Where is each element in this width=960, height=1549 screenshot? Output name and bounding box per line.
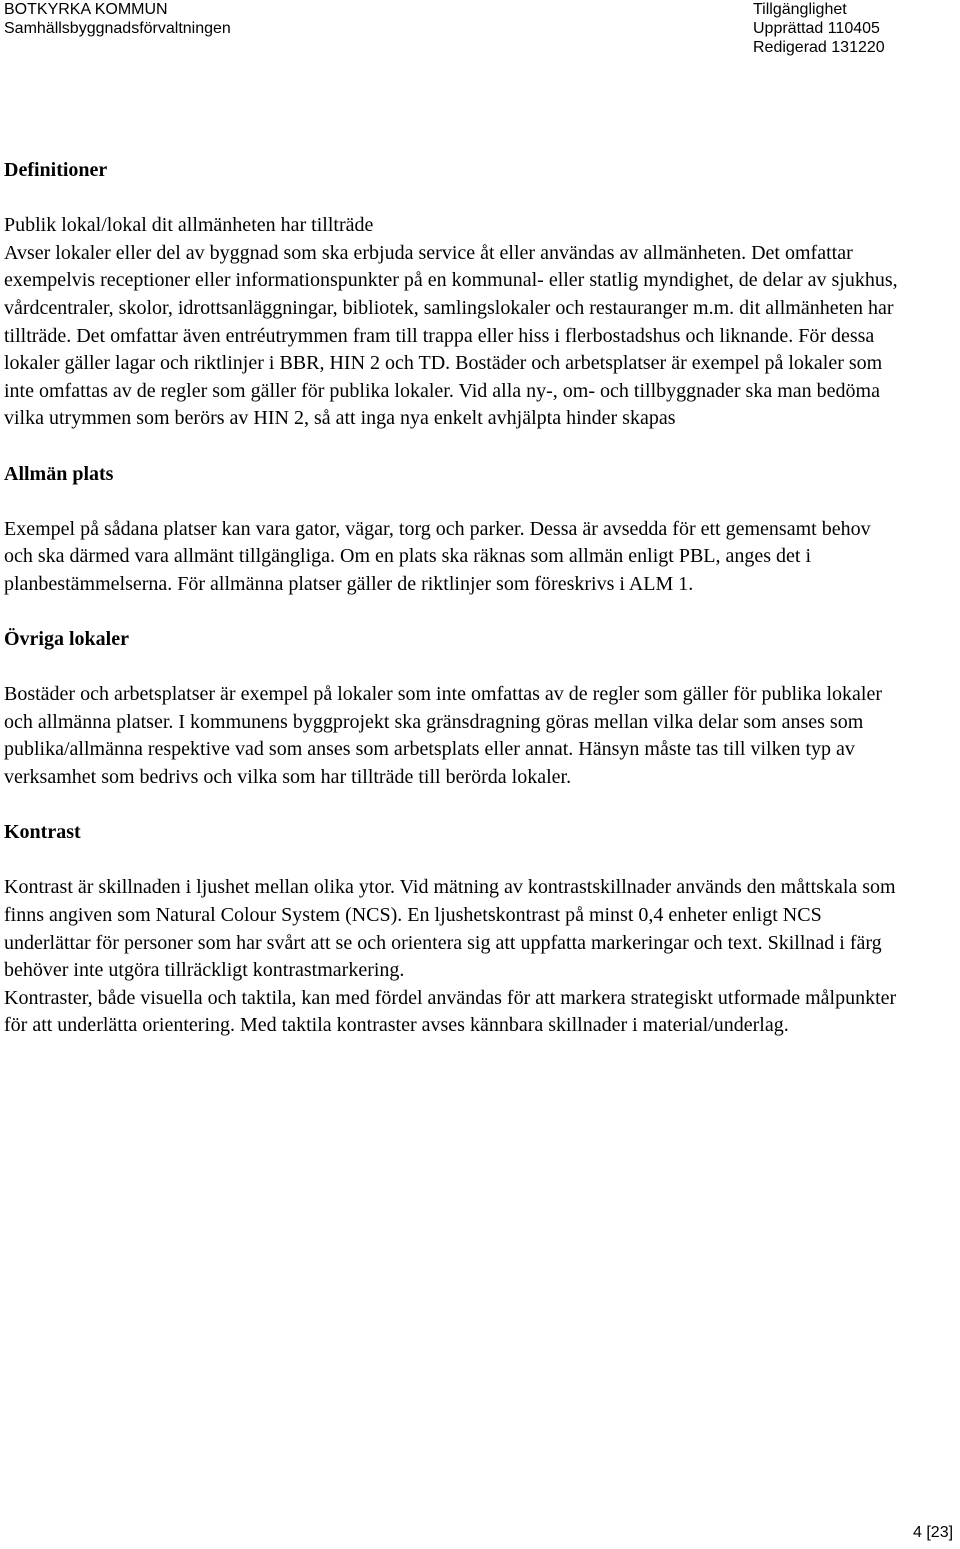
- section-heading-other-premises: Övriga lokaler: [4, 628, 129, 651]
- document-header-right: [753, 0, 885, 57]
- document-topic: Tillgänglighet: [753, 1, 847, 18]
- contrast-body-2: Kontraster, både visuella och taktila, kan med fördel användas för att markera strategiskt utformade målpunkter för att underlätta orientering. Med taktila kontraster avses kännbara skillnader i material/underlag.: [4, 986, 897, 1037]
- definition-term: Publik lokal/lokal dit allmänheten har tillträde: [4, 214, 374, 237]
- department-name: Samhällsbyggnadsförvaltningen: [4, 20, 231, 37]
- page-number: 4 [23]: [913, 1524, 954, 1541]
- section-heading-definitions: Definitioner: [4, 159, 108, 181]
- definition-body: Avser lokaler eller del av byggnad som ska erbjuda service åt eller användas av allmänheten. Det omfattar exempelvis receptioner eller informationspunkter på en kommunal- eller statlig myndighet, de delar av sjukhus, vårdcentraler, skolor, idrottsanläggningar, bibliotek, samlingslokaler och restauranger m.m. dit allmänheten har tillträde. Det omfattar även entréutrymmen fram till trappa eller hiss i flerbostadshus och liknande. För dessa lokaler gäller lagar och riktlinjer i BBR, HIN 2 och TD. Bostäder och arbetsplatser är exempel på lokaler som inte omfattas av de regler som gäller för publika lokaler. Vid alla ny-, om- och tillbyggnader ska man bedöma vilka utrymmen som berörs av HIN 2, så att inga nya enkelt avhjälpta hinder skapas: [4, 241, 898, 430]
- document-body: [4, 157, 904, 1040]
- created-date: Upprättad 110405: [753, 20, 880, 37]
- section-heading-public-place: Allmän plats: [4, 462, 114, 485]
- section-heading-contrast: Kontrast: [4, 821, 81, 844]
- document-header-left: [4, 0, 231, 38]
- other-premises-body: Bostäder och arbetsplatser är exempel på lokaler som inte omfattas av de regler som gäller för publika lokaler och allmänna platser. I kommunens byggprojekt ska gränsdragning göras mellan vilka delar som anses som publika/allmänna respektive vad som anses som arbetsplats eller annat. Hänsyn måste tas till vilken typ av verksamhet som bedrivs och vilka som har tillträde till berörda lokaler.: [4, 683, 883, 789]
- edited-date: Redigerad 131220: [753, 39, 885, 56]
- organization-name: BOTKYRKA KOMMUN: [4, 1, 168, 18]
- public-place-body: Exempel på sådana platser kan vara gator, vägar, torg och parker. Dessa är avsedda för ett gemensamt behov och ska därmed vara allmänt tillgängliga. Om en plats ska räknas som allmän enligt PBL, anges det i planbestämmelserna. För allmänna platser gäller de riktlinjer som föreskrivs i ALM 1.: [4, 517, 871, 595]
- contrast-body-1: Kontrast är skillnaden i ljushet mellan olika ytor. Vid mätning av kontrastskillnader används den måttskala som finns angiven som Natural Colour System (NCS). En ljushetskontrast på minst 0,4 enheter enligt NCS underlättar för personer som har svårt att se och orientera sig att uppfatta markeringar och text. Skillnad i färg behöver inte utgöra tillräckligt kontrastmarkering.: [4, 876, 896, 982]
